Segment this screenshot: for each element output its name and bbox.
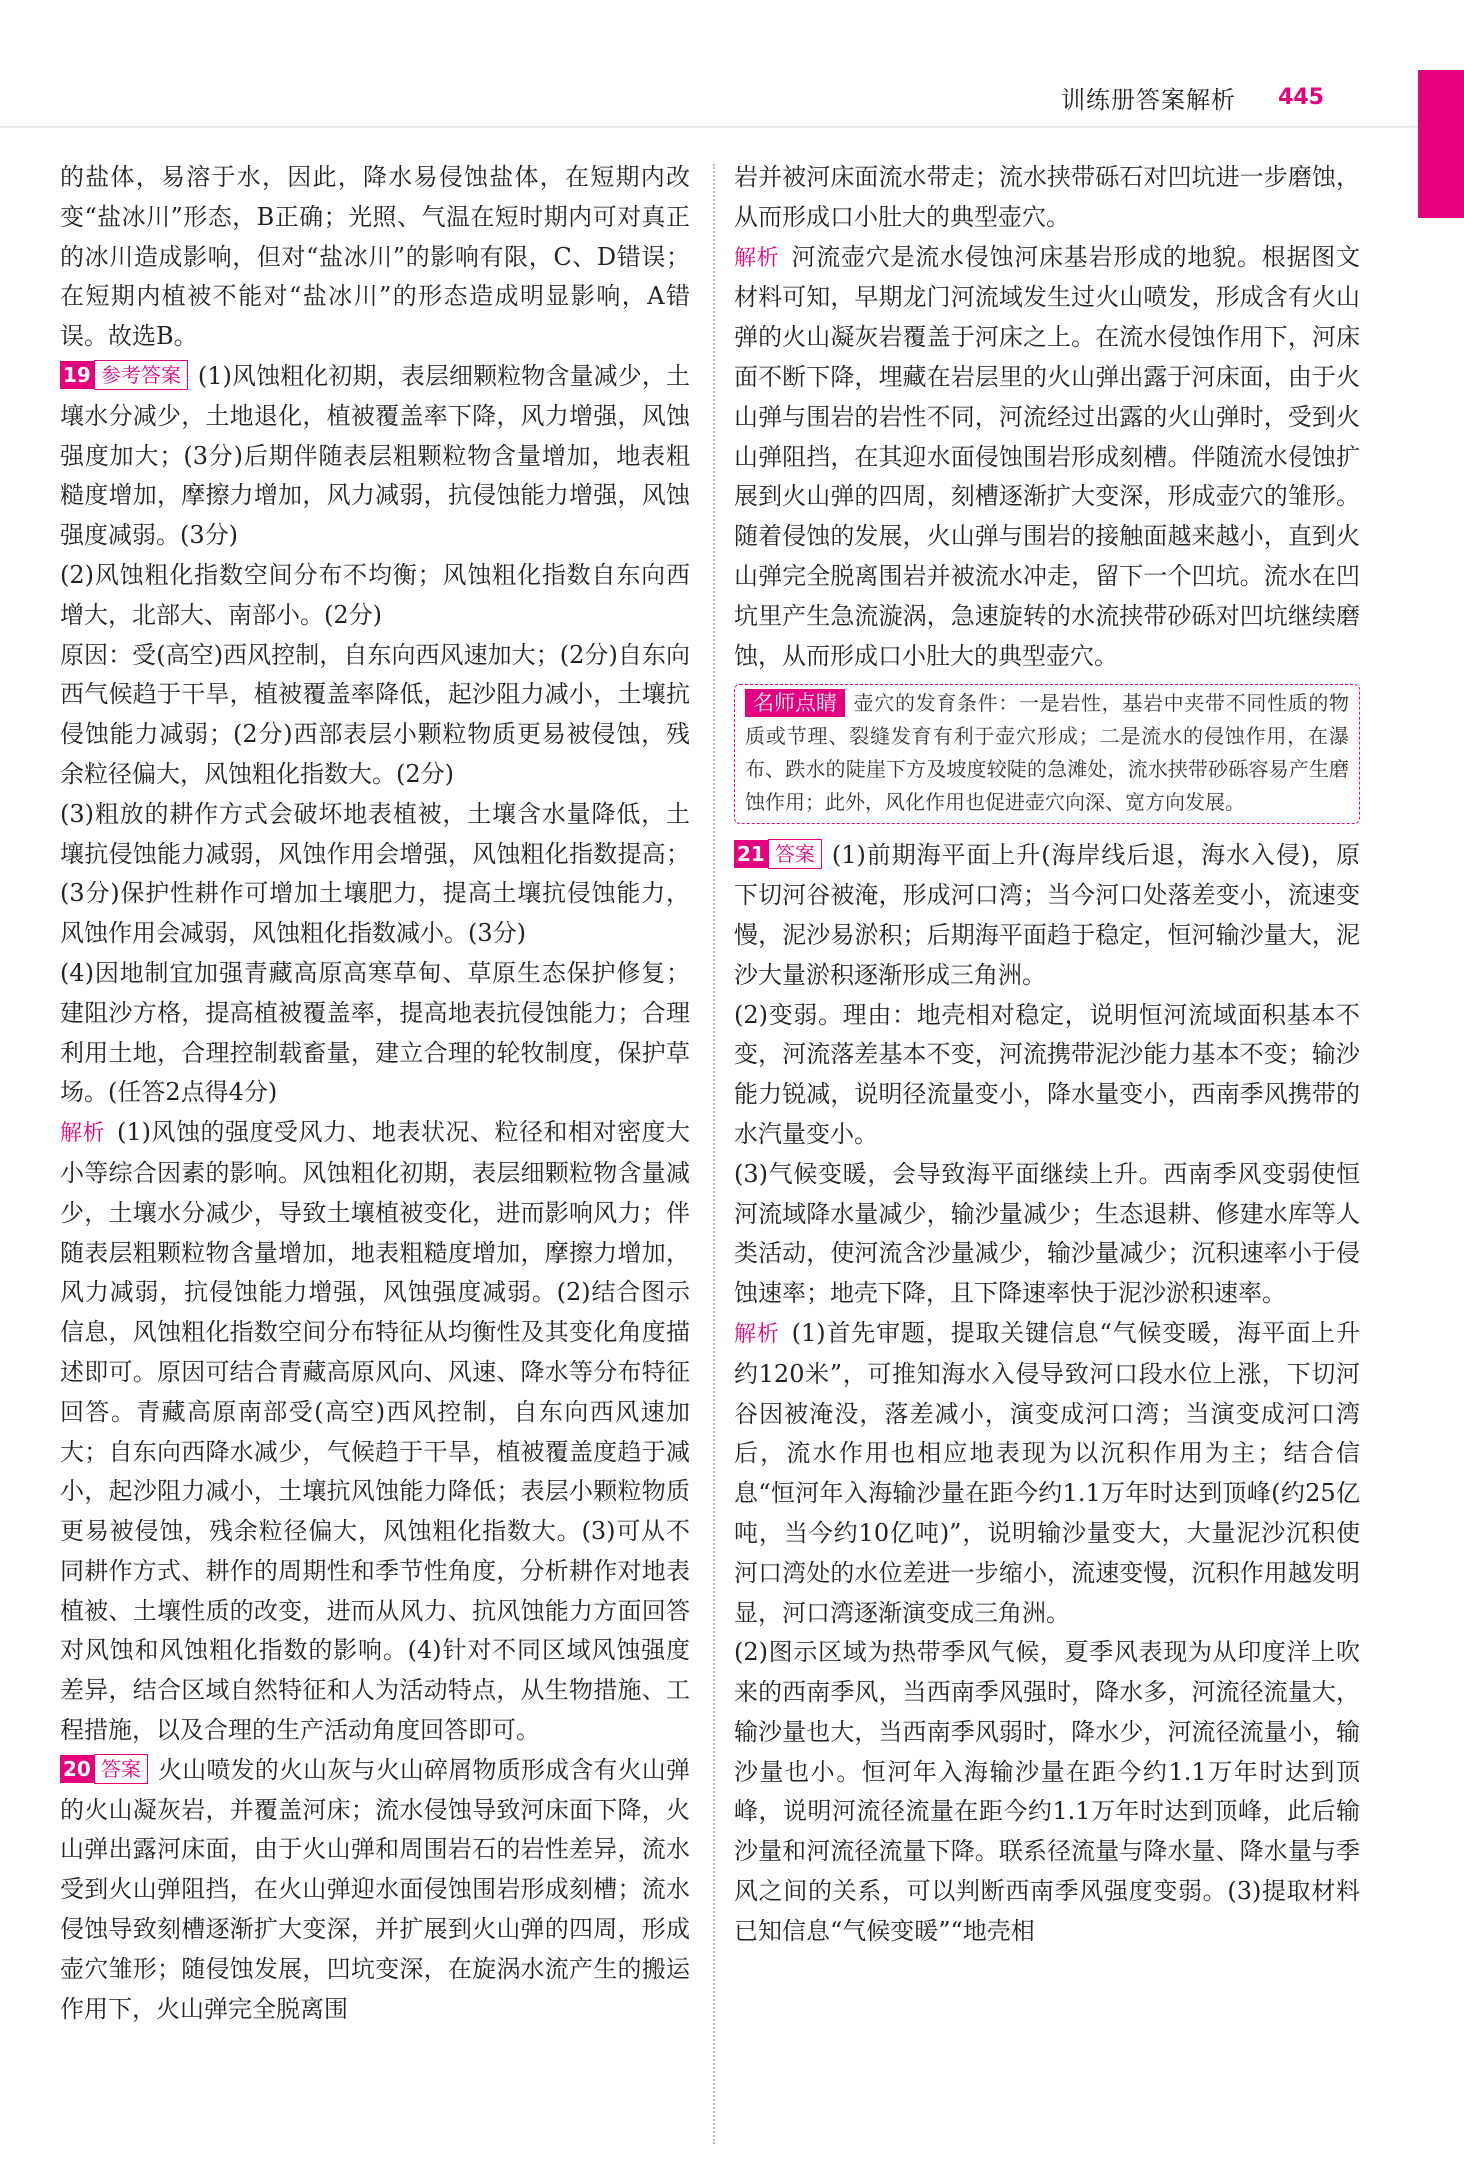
q19-answer-4: (3)粗放的耕作方式会破坏地表植被，土壤含水量降低，土壤抗侵蚀能力减弱，风蚀作用会增强，风蚀粗化指数提高；(3分)保护性耕作可增加土壤肥力，提高土壤抗侵蚀能力，风蚀作用会减弱，风蚀粗化指数减小。(3分) xyxy=(60,799,690,948)
q19-number: 19 xyxy=(60,361,94,389)
analysis-label: 解析 xyxy=(734,245,780,271)
teacher-tip-text: 壶穴的发育条件：一是岩性，基岩中夹带不同性质的物质或节理、裂缝发育有利于壶穴形成；二是流水的侵蚀作用，在瀑布、跌水的陡崖下方及坡度较陡的急滩处，流水挟带砂砾容易产生磨蚀作用；此外，风化作用也促进壶穴向深、宽方向发展。 xyxy=(745,691,1349,815)
q21-analysis-text-1: (1)首先审题，提取关键信息“气候变暖，海平面上升约120米”，可推知海水入侵导致河口段水位上涨，下切河谷因被淹没，落差减小，演变成河口湾；当演变成河口湾后，流水作用也相应地表现为以沉积作用为主；结合信息“恒河年入海输沙量在距今约1.1万年时达到顶峰(约25亿吨，当今约10亿吨)”，说明输沙量变大，大量泥沙沉积使河口湾处的水位差进一步缩小，流速变慢，沉积作用越发明显，河口湾逐渐演变成三角洲。 xyxy=(734,1318,1360,1627)
q21-answer-3: (3)气候变暖，会导致海平面继续上升。西南季风变弱使恒河流域降水量减少，输沙量减少；生态退耕、修建水库等人类活动，使河流含沙量减少，输沙量减少；沉积速率小于侵蚀速率；地壳下降，且下降速率快于泥沙淤积速率。 xyxy=(734,1159,1360,1308)
analysis-label: 解析 xyxy=(60,1121,105,1147)
answer-label: 参考答案 xyxy=(94,360,188,390)
q20-answer xyxy=(60,1751,690,2030)
q19-answer-3: 原因：受(高空)西风控制，自东向西风速加大；(2分)自东向西气候趋于干旱，植被覆盖率降低，起沙阻力减小，土壤抗侵蚀能力减弱；(2分)西部表层小颗粒物质更易被侵蚀，残余粒径偏大，风蚀粗化指数大。(2分) xyxy=(60,640,690,788)
q21-analysis-1 xyxy=(734,1314,1360,1633)
q20-answer-tag xyxy=(60,1754,148,1784)
q19-answer-text-1: (1)风蚀粗化初期，表层细颗粒物含量减少，土壤水分减少，土地退化，植被覆盖率下降，风力增强，风蚀强度加大；(3分)后期伴随表层粗颗粒物含量增加，地表粗糙度增加，摩擦力增加，风力减弱，抗侵蚀能力增强，风蚀强度减弱。(3分) xyxy=(60,361,690,550)
q21-answer-2: (2)变弱。理由：地壳相对稳定，说明恒河流域面积基本不变，河流落差基本不变，河流携带泥沙能力基本不变；输沙能力锐减，说明径流量变小，降水量变小，西南季风携带的水汽量变小。 xyxy=(734,1000,1360,1148)
q19-analysis xyxy=(60,1113,690,1751)
q21-answer-text-1: (1)前期海平面上升(海岸线后退，海水入侵)，原下切河谷被淹，形成河口湾；当今河口处落差变小，流速变慢，泥沙易淤积；后期海平面趋于稳定，恒河输沙量大，泥沙大量淤积逐渐形成三角洲。 xyxy=(734,841,1360,989)
page-number: 445 xyxy=(1278,84,1324,110)
q20-answer-continued: 岩并被河床面流水带走；流水挟带砾石对凹坑进一步磨蚀，从而形成口小肚大的典型壶穴。 xyxy=(734,163,1360,231)
q19-answer-tag xyxy=(60,360,188,390)
left-column xyxy=(60,158,690,2029)
column-divider xyxy=(713,164,715,2144)
running-title: 训练册答案解析 xyxy=(1061,85,1237,114)
q20-number: 20 xyxy=(60,1755,94,1783)
header-rule xyxy=(0,126,1464,128)
edge-tab xyxy=(1418,70,1464,218)
teacher-tip-box xyxy=(734,684,1360,824)
q19-answer-5: (4)因地制宜加强青藏高原高寒草甸、草原生态保护修复；建阻沙方格，提高植被覆盖率，提高地表抗侵蚀能力；合理利用土地，合理控制载畜量，建立合理的轮牧制度，保护草场。(任答2点得4分) xyxy=(60,958,690,1107)
q20-analysis xyxy=(734,238,1360,677)
q19-analysis-text: (1)风蚀的强度受风力、地表状况、粒径和相对密度大小等综合因素的影响。风蚀粗化初期，表层细颗粒物含量减少，土壤水分减少，导致土壤植被变化，进而影响风力；伴随表层粗颗粒物含量增加，地表粗糙度增加，摩擦力增加，风力减弱，抗侵蚀能力增强，风蚀强度减弱。(2)结合图示信息，风蚀粗化指数空间分布特征从均衡性及其变化角度描述即可。原因可结合青藏高原风向、风速、降水等分布特征回答。青藏高原南部受(高空)西风控制，自东向西风速加大；自东向西降水减少，气候趋于干旱，植被覆盖度趋于减小，起沙阻力减小，土壤抗风蚀能力降低；表层小颗粒物质更易被侵蚀，残余粒径偏大，风蚀粗化指数大。(3)可从不同耕作方式、耕作的周期性和季节性角度，分析耕作对地表植被、土壤性质的改变，进而从风力、抗风蚀能力方面回答对风蚀和风蚀粗化指数的影响。(4)针对不同区域风蚀强度差异，结合区域自然特征和人为活动特点，从生物措施、工程措施，以及合理的生产活动角度回答即可。 xyxy=(60,1118,690,1745)
answer-label: 答案 xyxy=(94,1754,148,1784)
q20-analysis-text: 河流壶穴是流水侵蚀河床基岩形成的地貌。根据图文材料可知，早期龙门河流域发生过火山喷发，形成含有火山弹的火山凝灰岩覆盖于河床之上。在流水侵蚀作用下，河床面不断下降，埋藏在岩层里的火山弹出露于河床面，由于火山弹与围岩的岩性不同，河流经过出露的火山弹时，受到火山弹阻挡，在其迎水面侵蚀围岩形成刻槽。伴随流水侵蚀扩展到火山弹的四周，刻槽逐渐扩大变深，形成壶穴的雏形。随着侵蚀的发展，火山弹与围岩的接触面越来越小，直到火山弹完全脱离围岩并被流水冲走，留下一个凹坑。流水在凹坑里产生急流漩涡，急速旋转的水流挟带砂砾对凹坑继续磨蚀，从而形成口小肚大的典型壶穴。 xyxy=(734,242,1360,670)
q21-answer-1 xyxy=(734,836,1360,995)
answer-label: 答案 xyxy=(768,839,822,869)
q21-analysis-2: (2)图示区域为热带季风气候，夏季风表现为从印度洋上吹来的西南季风，当西南季风强时，降水多，河流径流量大，输沙量也大，当西南季风弱时，降水少，河流径流量小，输沙量也小。恒河年入海输沙量在距今约1.1万年时达到顶峰，说明河流径流量在距今约1.1万年时达到顶峰，此后输沙量和河流径流量下降。联系径流量与降水量、降水量与季风之间的关系，可以判断西南季风强度变弱。(3)提取材料已知信息“气候变暖”“地壳相 xyxy=(734,1638,1360,1945)
q19-answer-2: (2)风蚀粗化指数空间分布不均衡；风蚀粗化指数自东向西增大，北部大、南部小。(2分) xyxy=(60,560,690,629)
continued-paragraph: 的盐体，易溶于水，因此，降水易侵蚀盐体，在短期内改变“盐冰川”形态，B正确；光照、气温在短时期内可对真正的冰川造成影响，但对“盐冰川”的影响有限，C、D错误；在短期内植被不能对“盐冰川”的形态造成明显影响，A错误。故选B。 xyxy=(60,163,690,351)
q20-answer-text: 火山喷发的火山灰与火山碎屑物质形成含有火山弹的火山凝灰岩，并覆盖河床；流水侵蚀导致河床面下降，火山弹出露河床面，由于火山弹和周围岩石的岩性差异，流水受到火山弹阻挡，在火山弹迎水面侵蚀围岩形成刻槽；流水侵蚀导致刻槽逐渐扩大变深，并扩展到火山弹的四周，形成壶穴雏形；随侵蚀发展，凹坑变深，在旋涡水流产生的搬运作用下，火山弹完全脱离围 xyxy=(60,1755,690,2023)
teacher-tip-label: 名师点睛 xyxy=(745,689,845,717)
analysis-label: 解析 xyxy=(734,1321,780,1347)
q21-answer-tag xyxy=(734,839,822,869)
q21-number: 21 xyxy=(734,840,768,868)
page-header xyxy=(1061,80,1324,114)
q19-answer-1 xyxy=(60,357,690,556)
right-column xyxy=(734,158,1360,1952)
